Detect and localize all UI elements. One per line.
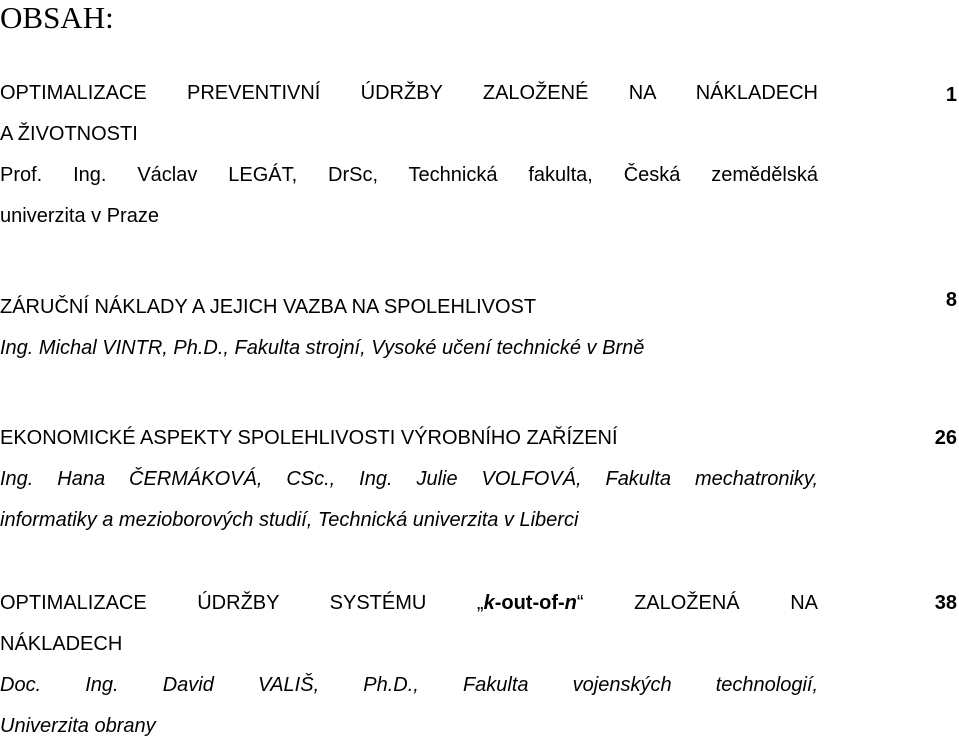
entry-author-line: univerzita v Praze bbox=[0, 205, 159, 227]
entry-title-line: OPTIMALIZACE PREVENTIVNÍ ÚDRŽBY ZALOŽENÉ NA NÁKLADECH bbox=[0, 82, 818, 104]
entry-author-line: Ing. Michal VINTR, Ph.D., Fakulta strojní, Vysoké učení technické v Brně bbox=[0, 337, 645, 359]
page-title: OBSAH: bbox=[0, 0, 114, 35]
entry-author-line: Univerzita obrany bbox=[0, 715, 156, 737]
toc-entry-text bbox=[0, 287, 818, 369]
title-segment: “ ZALOŽENÁ NA bbox=[576, 592, 818, 614]
entry-author-line: Doc. Ing. David VALIŠ, Ph.D., Fakulta vojenských technologií, bbox=[0, 674, 818, 696]
toc-entry-text bbox=[0, 583, 818, 747]
page-number: 38 bbox=[934, 592, 957, 614]
entry-title-line: NÁKLADECH bbox=[0, 633, 123, 655]
entry-author-line: Ing. Hana ČERMÁKOVÁ, CSc., Ing. Julie VOLFOVÁ, Fakulta mechatroniky, bbox=[0, 468, 818, 490]
page-number: 26 bbox=[934, 427, 957, 449]
page-number: 8 bbox=[945, 289, 957, 311]
entry-author-line: Prof. Ing. Václav LEGÁT, DrSc, Technická fakulta, Česká zemědělská bbox=[0, 164, 818, 186]
toc-entry-text bbox=[0, 418, 818, 541]
page-number: 1 bbox=[945, 84, 957, 106]
toc-entry-text bbox=[0, 73, 818, 237]
entry-title-line: ZÁRUČNÍ NÁKLADY A JEJICH VAZBA NA SPOLEHLIVOST bbox=[0, 296, 537, 318]
entry-title-line bbox=[0, 583, 818, 624]
title-variable-k: k bbox=[483, 592, 495, 614]
title-variable-n: n bbox=[564, 592, 577, 614]
entry-title-line: A ŽIVOTNOSTI bbox=[0, 123, 138, 145]
entry-title-line: EKONOMICKÉ ASPEKTY SPOLEHLIVOSTI VÝROBNÍHO ZAŘÍZENÍ bbox=[0, 427, 618, 449]
title-segment: -out-of- bbox=[494, 592, 565, 614]
entry-author-line: informatiky a mezioborových studií, Technická univerzita v Liberci bbox=[0, 509, 579, 531]
title-segment: OPTIMALIZACE ÚDRŽBY SYSTÉMU „ bbox=[0, 592, 484, 614]
